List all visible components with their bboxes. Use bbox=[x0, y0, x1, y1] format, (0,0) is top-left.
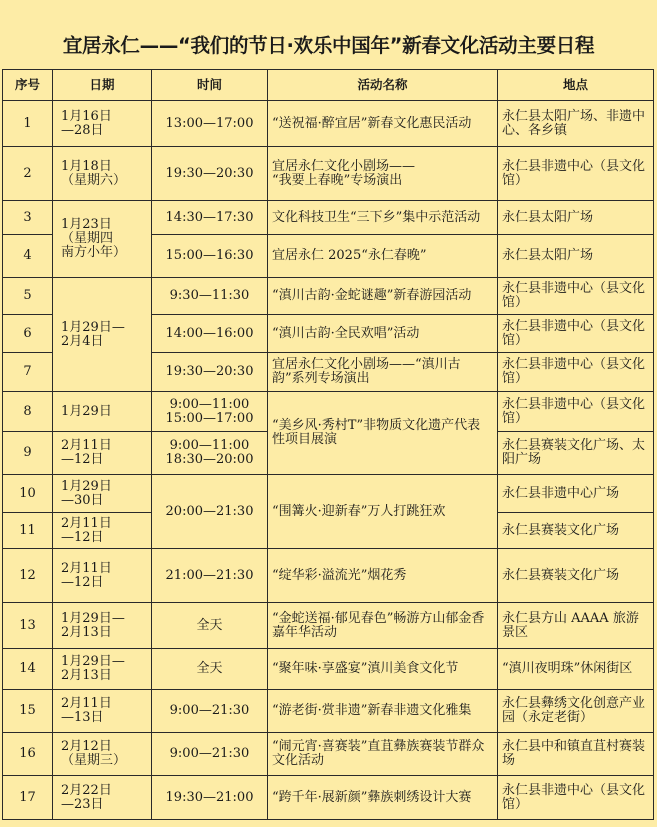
row-place: 永仁县赛装文化广场 bbox=[498, 513, 654, 549]
row-no: 3 bbox=[3, 201, 53, 235]
row-place: 永仁县非遗中心（县文化馆） bbox=[498, 353, 654, 392]
table-row bbox=[3, 776, 654, 820]
row-place: 永仁县彝绣文化创意产业园（永定老街） bbox=[498, 690, 654, 733]
row-activity: 宜居永仁 2025“永仁春晚” bbox=[268, 235, 498, 278]
row-activity: “闹元宵·喜赛装”直苴彝族赛装节群众文化活动 bbox=[268, 733, 498, 776]
row-date: 2月12日 （星期三） bbox=[53, 733, 152, 776]
row-place: 永仁县赛装文化广场 bbox=[498, 549, 654, 603]
row-time: 13:00—17:00 bbox=[152, 101, 268, 147]
row-no: 13 bbox=[3, 603, 53, 649]
row-no: 17 bbox=[3, 776, 53, 820]
row-activity: 宜居永仁文化小剧场—— “我要上春晚”专场演出 bbox=[268, 147, 498, 201]
row-date: 1月16日 —28日 bbox=[53, 101, 152, 147]
row-activity: “送祝福·醉宜居”新春文化惠民活动 bbox=[268, 101, 498, 147]
row-date: 1月29日— 2月13日 bbox=[53, 649, 152, 690]
header-no: 序号 bbox=[3, 70, 53, 101]
row-time: 9:00—11:00 15:00—17:00 bbox=[152, 392, 268, 432]
table-row bbox=[3, 278, 654, 315]
row-place: “滇川夜明珠”休闲街区 bbox=[498, 649, 654, 690]
row-no: 6 bbox=[3, 315, 53, 353]
header-place: 地点 bbox=[498, 70, 654, 101]
row-no: 14 bbox=[3, 649, 53, 690]
row-place: 永仁县太阳广场、非遗中心、各乡镇 bbox=[498, 101, 654, 147]
table-row bbox=[3, 690, 654, 733]
row-date: 2月11日 —12日 bbox=[53, 513, 152, 549]
row-activity: 文化科技卫生“三下乡”集中示范活动 bbox=[268, 201, 498, 235]
row-activity: 宜居永仁文化小剧场——“滇川古韵”系列专场演出 bbox=[268, 353, 498, 392]
row-no: 9 bbox=[3, 432, 53, 475]
row-place: 永仁县非遗中心（县文化馆） bbox=[498, 147, 654, 201]
row-time: 21:00—21:30 bbox=[152, 549, 268, 603]
row-no: 16 bbox=[3, 733, 53, 776]
table-row bbox=[3, 101, 654, 147]
row-place: 永仁县非遗中心广场 bbox=[498, 475, 654, 513]
row-no: 4 bbox=[3, 235, 53, 278]
row-no: 10 bbox=[3, 475, 53, 513]
row-no: 12 bbox=[3, 549, 53, 603]
row-no: 8 bbox=[3, 392, 53, 432]
row-date: 2月11日 —13日 bbox=[53, 690, 152, 733]
row-date: 1月23日 （星期四 南方小年） bbox=[53, 201, 152, 278]
row-place: 永仁县赛装文化广场、太阳广场 bbox=[498, 432, 654, 475]
row-time: 9:00—21:30 bbox=[152, 690, 268, 733]
table-row bbox=[3, 649, 654, 690]
table-row bbox=[3, 549, 654, 603]
row-time: 9:30—11:30 bbox=[152, 278, 268, 315]
row-no: 5 bbox=[3, 278, 53, 315]
row-activity: “游老街·赏非遗”新春非遗文化雅集 bbox=[268, 690, 498, 733]
row-time: 全天 bbox=[152, 603, 268, 649]
table-row bbox=[3, 733, 654, 776]
row-no: 11 bbox=[3, 513, 53, 549]
header-name: 活动名称 bbox=[268, 70, 498, 101]
row-place: 永仁县太阳广场 bbox=[498, 235, 654, 278]
table-header-row bbox=[3, 70, 654, 101]
row-date: 2月22日 —23日 bbox=[53, 776, 152, 820]
row-time: 15:00—16:30 bbox=[152, 235, 268, 278]
row-time: 14:30—17:30 bbox=[152, 201, 268, 235]
row-activity: “滇川古韵·金蛇谜趣”新春游园活动 bbox=[268, 278, 498, 315]
row-time: 19:30—20:30 bbox=[152, 353, 268, 392]
row-date: 1月29日 —30日 bbox=[53, 475, 152, 513]
header-date: 日期 bbox=[53, 70, 152, 101]
table-row bbox=[3, 392, 654, 432]
page-title: 宜居永仁——“我们的节日·欢乐中国年”新春文化活动主要日程 bbox=[62, 34, 595, 57]
row-time: 9:00—11:00 18:30—20:00 bbox=[152, 432, 268, 475]
row-place: 永仁县方山 AAAA 旅游景区 bbox=[498, 603, 654, 649]
schedule-table bbox=[2, 69, 654, 820]
row-date: 1月29日 bbox=[53, 392, 152, 432]
header-time: 时间 bbox=[152, 70, 268, 101]
row-place: 永仁县非遗中心（县文化馆） bbox=[498, 392, 654, 432]
table-row bbox=[3, 603, 654, 649]
row-date: 2月11日 —12日 bbox=[53, 432, 152, 475]
row-place: 永仁县中和镇直苴村赛装场 bbox=[498, 733, 654, 776]
row-activity: “跨千年·展新颜”彝族刺绣设计大赛 bbox=[268, 776, 498, 820]
row-activity: “围篝火·迎新春”万人打跳狂欢 bbox=[268, 475, 498, 549]
row-place: 永仁县非遗中心（县文化馆） bbox=[498, 315, 654, 353]
row-time: 全天 bbox=[152, 649, 268, 690]
row-activity: “美乡风·秀村T”非物质文化遗产代表性项目展演 bbox=[268, 392, 498, 475]
row-time: 14:00—16:00 bbox=[152, 315, 268, 353]
row-place: 永仁县非遗中心（县文化馆） bbox=[498, 278, 654, 315]
row-place: 永仁县非遗中心（县文化馆） bbox=[498, 776, 654, 820]
row-date: 2月11日 —12日 bbox=[53, 549, 152, 603]
table-row bbox=[3, 147, 654, 201]
row-activity: “金蛇送福·郁见春色”畅游方山郁金香嘉年华活动 bbox=[268, 603, 498, 649]
row-activity: “绽华彩·溢流光”烟花秀 bbox=[268, 549, 498, 603]
row-date: 1月18日 （星期六） bbox=[53, 147, 152, 201]
row-place: 永仁县太阳广场 bbox=[498, 201, 654, 235]
table-row bbox=[3, 475, 654, 513]
row-activity: “滇川古韵·全民欢唱”活动 bbox=[268, 315, 498, 353]
row-no: 15 bbox=[3, 690, 53, 733]
row-date: 1月29日— 2月13日 bbox=[53, 603, 152, 649]
row-no: 1 bbox=[3, 101, 53, 147]
row-time: 9:00—21:30 bbox=[152, 733, 268, 776]
row-time: 20:00—21:30 bbox=[152, 475, 268, 549]
row-time: 19:30—20:30 bbox=[152, 147, 268, 201]
row-no: 7 bbox=[3, 353, 53, 392]
row-time: 19:30—21:00 bbox=[152, 776, 268, 820]
row-activity: “聚年味·享盛宴”滇川美食文化节 bbox=[268, 649, 498, 690]
row-no: 2 bbox=[3, 147, 53, 201]
table-row bbox=[3, 201, 654, 235]
row-date: 1月29日— 2月4日 bbox=[53, 278, 152, 392]
